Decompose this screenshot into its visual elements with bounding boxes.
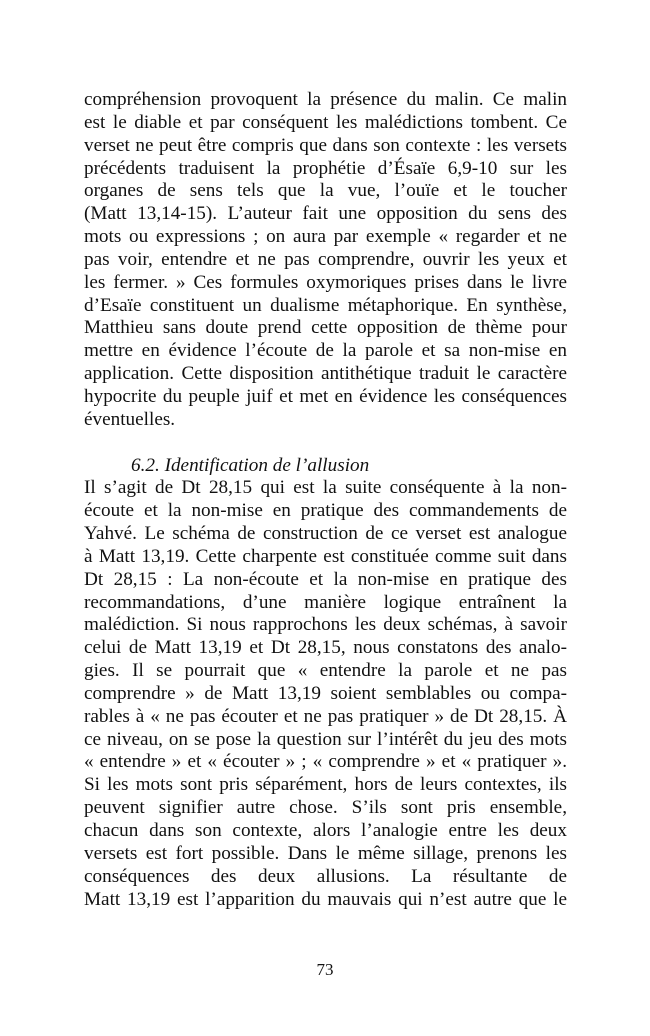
text-line: compréhension provoquent la présence du malin. Ce malin: [84, 89, 567, 110]
text-line: mettre en évidence l’écoute de la parole et sa non-mise en: [84, 340, 567, 362]
text-line: à Matt 13,19. Cette charpente est constituée comme suit dans: [84, 545, 567, 567]
text-line: hypocrite du peuple juif et met en évidence les conséquences: [84, 385, 567, 407]
text-line: (Matt 13,14-15). L’auteur fait une opposition du sens des: [84, 203, 567, 225]
page-number: 73: [316, 960, 334, 979]
text-line: les fermer. » Ces formules oxymoriques prises dans le livre: [84, 271, 567, 293]
text-line: ce niveau, on se pose la question sur l’intérêt du jeu des mots: [84, 728, 567, 750]
paragraph-2: [84, 477, 567, 911]
text-line: écoute et la non-mise en pratique des commandements de: [84, 500, 567, 522]
text-line: Il s’agit de Dt 28,15 qui est la suite conséquente à la non-: [84, 477, 567, 499]
text-line: verset ne peut être compris que dans son contexte : les versets: [84, 134, 567, 156]
text-line: peuvent signifier autre chose. S’ils sont pris ensemble,: [84, 797, 567, 819]
text-line: Matthieu sans doute prend cette opposition de thème pour: [84, 317, 567, 339]
text-line: mots ou expressions ; on aura par exemple « regarder et ne: [84, 226, 567, 248]
text-line: éventuelles.: [84, 408, 176, 430]
text-line: comprendre » de Matt 13,19 soient semblables ou compa-: [84, 682, 567, 704]
section-heading: 6.2. Identification de l’allusion: [131, 454, 370, 476]
text-line: « entendre » et « écouter » ; « comprendre » et « pratiquer ».: [84, 751, 567, 773]
text-line: gies. Il se pourrait que « entendre la parole et ne pas: [84, 660, 567, 682]
paragraph-1: [84, 89, 567, 432]
text-line: est le diable et par conséquent les malédictions tombent. Ce: [84, 111, 567, 133]
text-line: chacun dans son contexte, alors l’analogie entre les deux: [84, 820, 567, 841]
page-body: [84, 89, 567, 911]
text-line: précédents traduisent la prophétie d’Ésaïe 6,9-10 sur les: [84, 157, 567, 179]
text-line: application. Cette disposition antithétique traduit le caractère: [84, 363, 567, 385]
text-line: celui de Matt 13,19 et Dt 28,15, nous constatons des analo-: [84, 637, 567, 659]
text-line: organes de sens tels que la vue, l’ouïe et le toucher: [84, 180, 567, 202]
text-line: Si les mots sont pris séparément, hors de leurs contextes, ils: [84, 774, 567, 796]
text-line: Matt 13,19 est l’apparition du mauvais qui n’est autre que le: [84, 888, 567, 910]
text-line: pas voir, entendre et ne pas comprendre, ouvrir les yeux et: [84, 248, 567, 270]
text-line: versets est fort possible. Dans le même sillage, prenons les: [84, 842, 567, 864]
text-line: rables à « ne pas écouter et ne pas pratiquer » de Dt 28,15. À: [84, 705, 567, 727]
text-line: conséquences des deux allusions. La résultante de: [84, 865, 567, 887]
text-line: Dt 28,15 : La non-écoute et la non-mise en pratique des: [84, 568, 567, 590]
paragraph-gap: [84, 432, 567, 455]
text-line: malédiction. Si nous rapprochons les deux schémas, à savoir: [84, 614, 567, 636]
text-line: d’Esaïe constituent un dualisme métaphorique. En synthèse,: [84, 294, 567, 316]
text-line: recommandations, d’une manière logique entraînent la: [84, 591, 567, 613]
text-line: Yahvé. Le schéma de construction de ce verset est analogue: [84, 523, 567, 545]
